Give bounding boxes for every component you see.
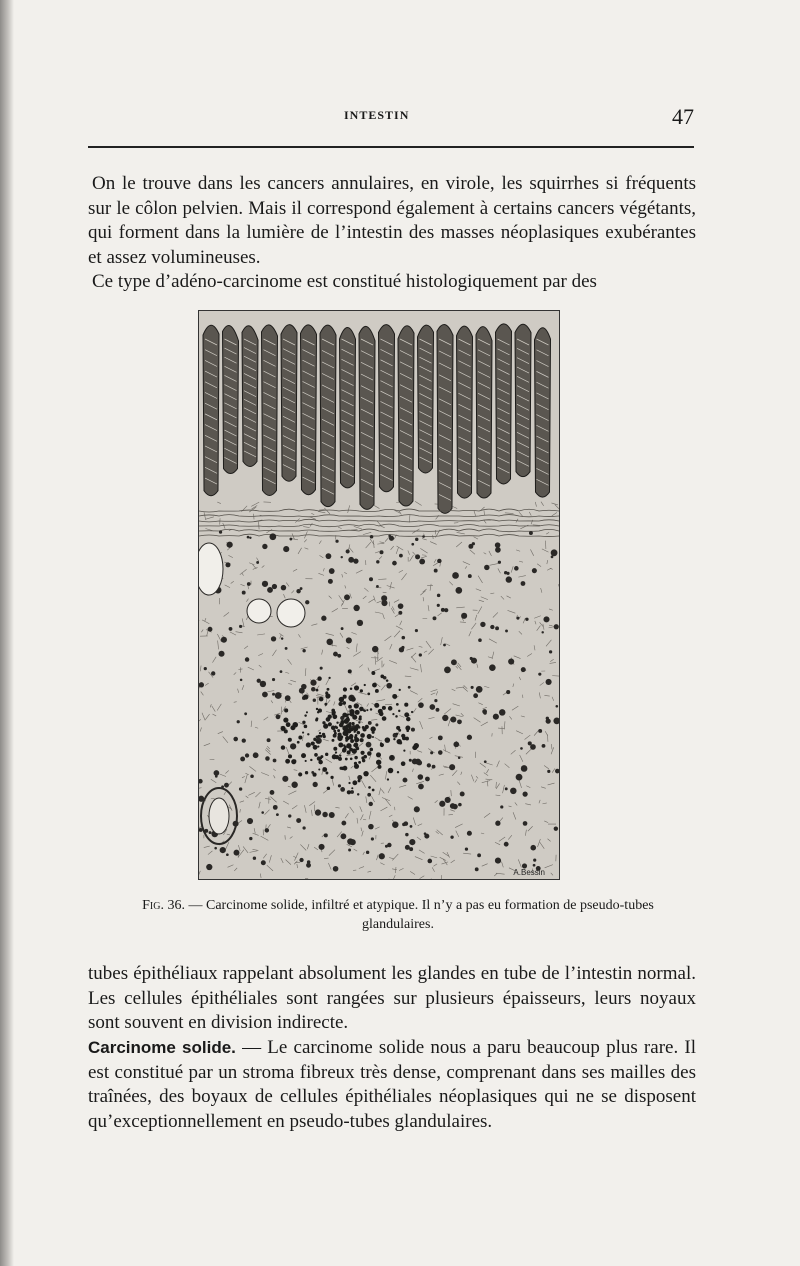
page-edge-shadow [0, 0, 14, 1266]
running-header [88, 104, 698, 140]
histology-figure [198, 310, 560, 880]
header-rule [88, 146, 694, 148]
paragraph-4 [88, 1036, 696, 1134]
figure-label: Fig. 36. [142, 898, 185, 913]
section-heading: Carcinome solide. [88, 1038, 236, 1057]
running-title: INTESTIN [344, 108, 410, 122]
figure-caption-text: — Carcinome solide, infiltré et atypique. Il n’y a pas eu formation de pseudo-tubes glandulaires. [184, 898, 654, 932]
paragraph-2: Ce type d’adéno-carcinome est constitué histologiquement par des [92, 271, 597, 292]
paragraph-3: tubes épithéliaux rappelant absolument les glandes en tube de l’intestin normal. Les cellules épithéliales sont rangées sur plusieurs épaisseurs, leurs noyaux sont souvent en division indirecte. [88, 963, 696, 1033]
paragraph-4-body: — Le carcinome solide nous a paru beaucoup plus rare. Il est constitué par un stroma fibreux très dense, comprenant dans ses mailles des traînées, des boyaux de cellules épithéliales néoplasiques qui ne se disposent qu’exceptionnellement en pseudo-tubes glandulaires. [88, 1037, 697, 1132]
paragraph-1: On le trouve dans les cancers annulaires, en virole, les squirrhes si fréquents sur le côlon pelvien. Mais il correspond également à certains cancers végétants, qui forment dans la lumière de l’intestin des masses néoplasiques exubérantes et assez volumineuses. [88, 173, 696, 268]
figure-caption [118, 896, 678, 934]
page-number: 47 [672, 104, 694, 129]
figure-signature: A.Bessin [513, 868, 545, 877]
book-page [88, 0, 698, 1266]
histology-illustration [199, 311, 559, 879]
